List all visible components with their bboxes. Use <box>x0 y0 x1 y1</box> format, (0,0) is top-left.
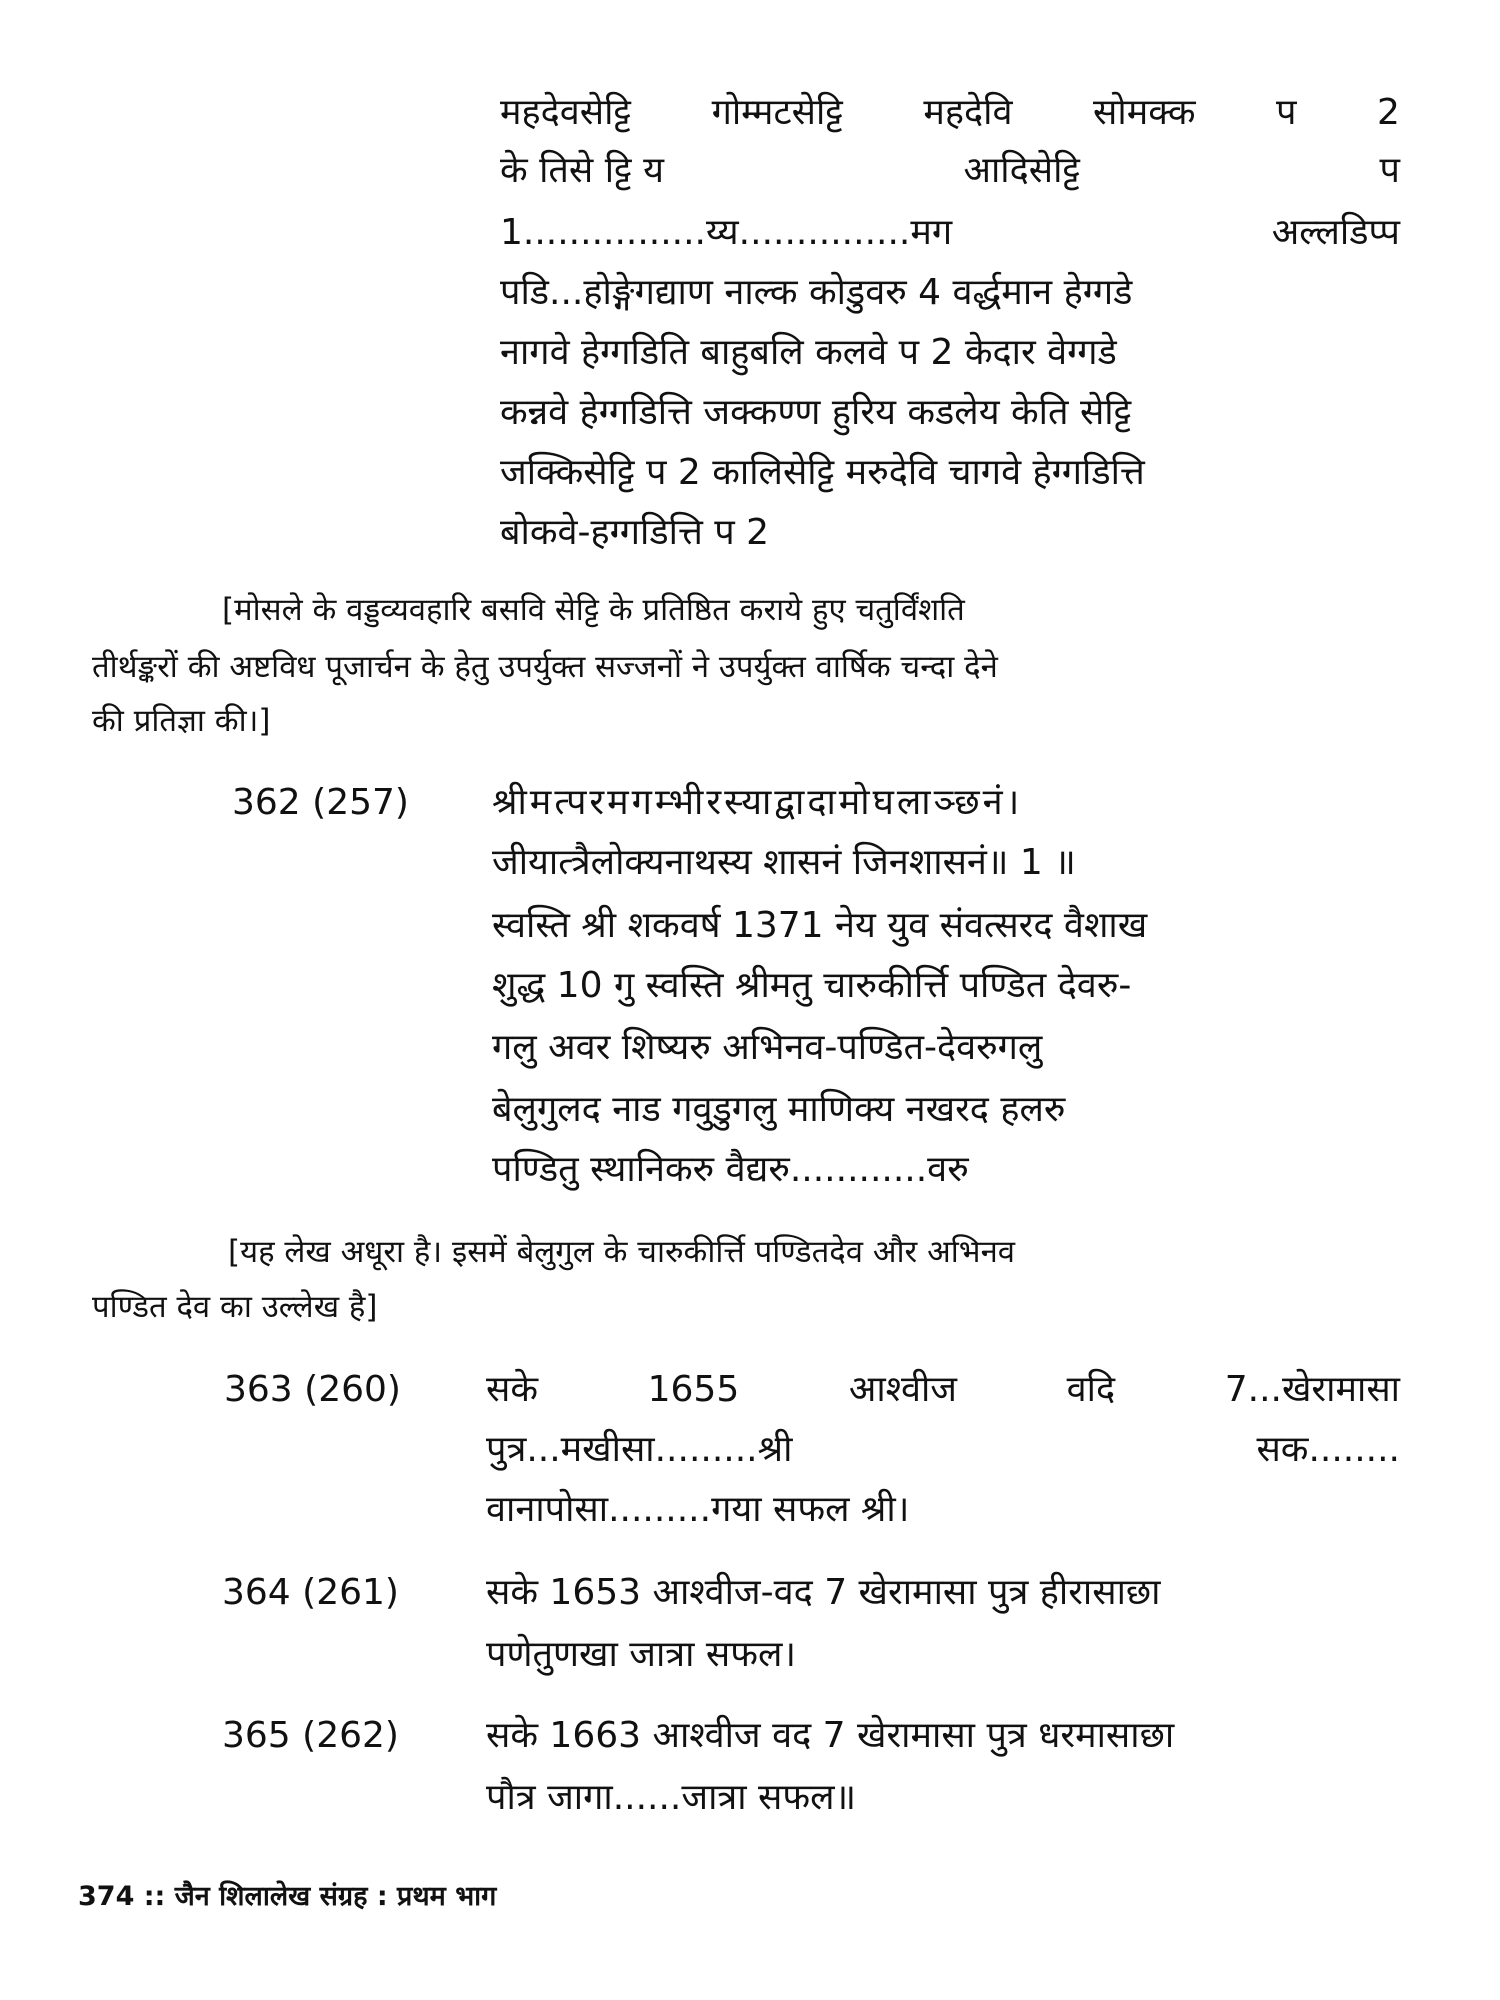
word: आश्वीज <box>848 1369 958 1410</box>
word: सके <box>486 1369 538 1410</box>
top-line-8: बोकवे-हग्गडित्ति प 2 <box>500 512 770 553</box>
entry365-line-2: पौत्र जागा......जात्रा सफल॥ <box>486 1777 857 1818</box>
note1-line-2: तीर्थङ्करों की अष्टविध पूजार्चन के हेतु उपर्युक्त सज्जनों ने उपर्युक्त वार्षिक चन्दा देने <box>92 649 998 685</box>
word: प <box>1379 150 1400 191</box>
word: सक........ <box>1256 1429 1400 1470</box>
word: 1................य्य...............मग <box>500 212 953 253</box>
entry-number: 364 (261) <box>222 1572 399 1613</box>
note2-line-2: पण्डित देव का उल्लेख है] <box>92 1289 378 1325</box>
word: पुत्र...मखीसा.........श्री <box>486 1429 793 1470</box>
word: के तिसे ट्टि य <box>500 150 664 191</box>
note1-line-3: की प्रतिज्ञा की।] <box>92 703 271 739</box>
entry363-line-1 <box>486 1369 1400 1410</box>
word: महदेवसेट्टि <box>500 92 632 133</box>
word: गोम्मटसेट्टि <box>711 92 843 133</box>
entry362-line-6: बेलुगुलद नाड गवुडुगलु माणिक्य नखरद हलरु <box>492 1089 1066 1130</box>
entry362-line-5: गलु अवर शिष्यरु अभिनव-पण्डित-देवरुगलु <box>492 1027 1043 1068</box>
word: महदेवि <box>923 92 1013 133</box>
note2-line-1: [यह लेख अधूरा है। इसमें बेलुगुल के चारुकीर्त्ति पण्डितदेव और अभिनव <box>228 1234 1016 1270</box>
entry362-line-3: स्वस्ति श्री शकवर्ष 1371 नेय युव संवत्सरद वैशाख <box>492 905 1148 946</box>
word: आदिसेट्टि <box>963 150 1080 191</box>
word: वदि <box>1066 1369 1116 1410</box>
entry365-line-1: सके 1663 आश्वीज वद 7 खेरामासा पुत्र धरमासाछा <box>486 1715 1175 1756</box>
word: प <box>1276 92 1297 133</box>
note1-line-1: [मोसले के वड्डव्यवहारि बसवि सेट्टि के प्रतिष्ठित कराये हुए चतुर्विंशति <box>222 592 965 628</box>
entry-number: 362 (257) <box>232 782 409 823</box>
top-line-3 <box>500 212 1400 253</box>
word: अल्लडिप्प <box>1271 212 1400 253</box>
entry364-line-1: सके 1653 आश्वीज-वद 7 खेरामासा पुत्र हीरासाछा <box>486 1572 1161 1613</box>
word: 2 <box>1377 92 1400 133</box>
word: सोमक्क <box>1093 92 1196 133</box>
entry362-line-4: शुद्ध 10 गु स्वस्ति श्रीमतु चारुकीर्त्ति पण्डित देवरु- <box>492 965 1132 1006</box>
page-footer: 374 :: जैन शिलालेख संग्रह : प्रथम भाग <box>78 1881 497 1912</box>
entry362-line-7: पण्डितु स्थानिकरु वैद्यरु............वरु <box>492 1149 969 1190</box>
entry364-line-2: पणेतुणखा जात्रा सफल। <box>486 1634 797 1675</box>
entry362-line-1: श्रीमत्परमगम्भीरस्याद्वादामोघलाञ्छनं। <box>492 782 1023 823</box>
top-line-5: नागवे हेग्गडिति बाहुबलि कलवे प 2 केदार वेग्गडे <box>500 332 1117 373</box>
top-line-1 <box>500 92 1400 133</box>
word: 1655 <box>647 1369 740 1410</box>
top-line-7: जक्किसेट्टि प 2 कालिसेट्टि मरुदेवि चागवे हेग्गडित्ति <box>500 452 1145 493</box>
top-line-2 <box>500 150 1400 191</box>
top-line-6: कन्नवे हेग्गडित्ति जक्कण्ण हुरिय कडलेय केति सेट्टि <box>500 392 1132 433</box>
entry363-line-2 <box>486 1429 1400 1470</box>
entry362-line-2: जीयात्त्रैलोक्यनाथस्य शासनं जिनशासनं॥ 1 ॥ <box>492 842 1076 883</box>
entry363-line-3: वानापोसा.........गया सफल श्री। <box>486 1489 910 1530</box>
entry-number: 363 (260) <box>224 1369 401 1410</box>
top-line-4: पडि...होङ्गेगद्याण नाल्क कोडुवरु 4 वर्द्धमान हेग्गडे <box>500 272 1133 313</box>
entry-number: 365 (262) <box>222 1715 399 1756</box>
word: 7...खेरामासा <box>1224 1369 1400 1410</box>
